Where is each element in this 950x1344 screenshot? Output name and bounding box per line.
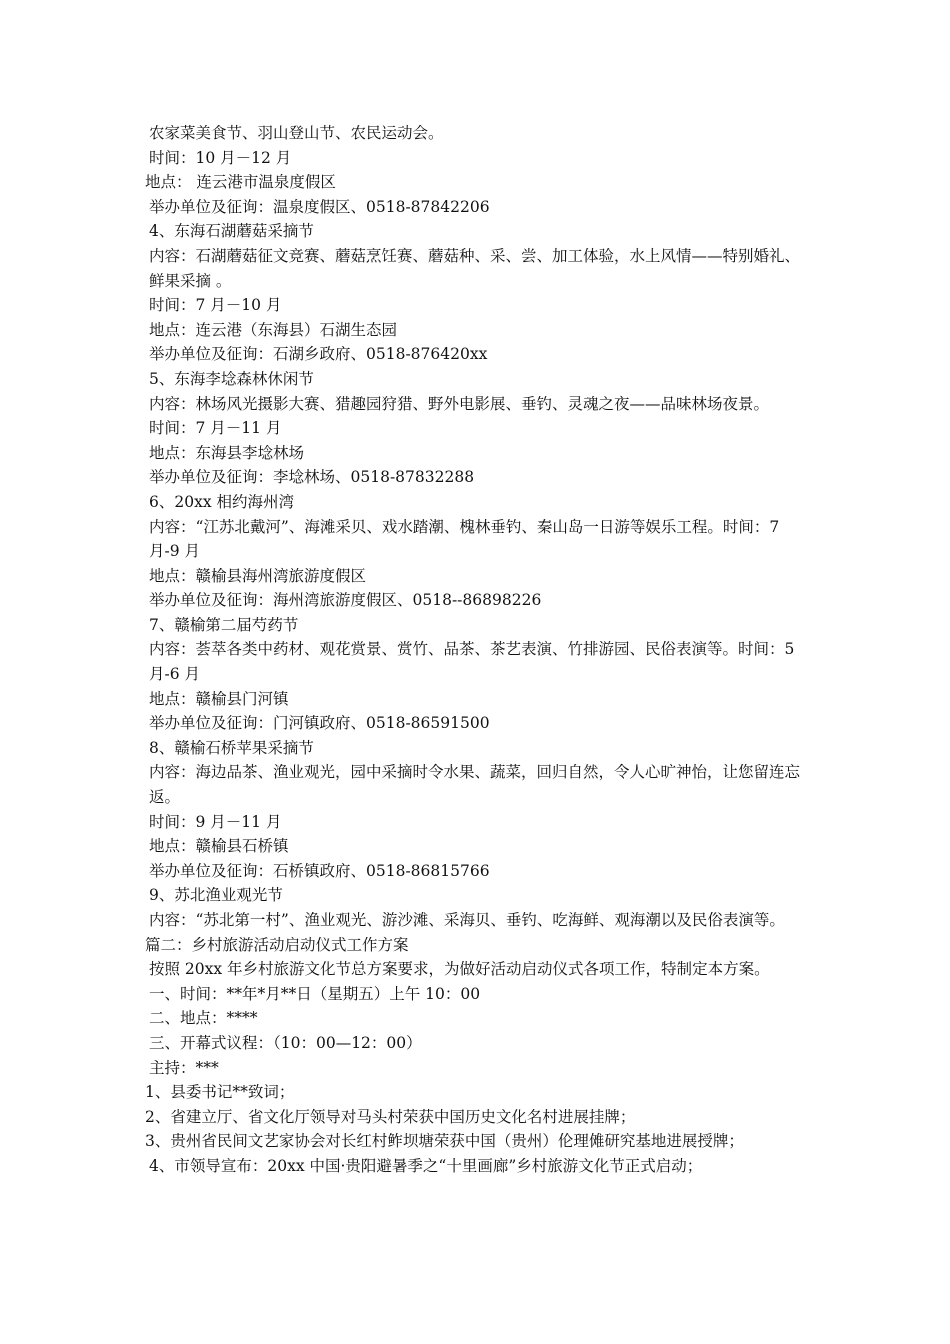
document-body: [145, 121, 810, 1179]
text-line: 内容：“江苏北戴河”、海滩采贝、戏水踏潮、槐林垂钓、秦山岛一日游等娱乐工程。时间：7 月-9 月: [149, 517, 780, 561]
text-line: 内容：荟萃各类中药材、观花赏景、赏竹、品茶、茶艺表演、竹排游园、民俗表演等。时间：5 月-6 月: [149, 640, 795, 684]
text-line: 主持：***: [149, 1058, 219, 1077]
text-line: 4、东海石湖蘑菇采摘节: [149, 222, 314, 241]
text-line: 时间：7 月－10 月: [149, 296, 282, 315]
text-line: 2、省建立厅、省文化厅领导对马头村荣获中国历史文化名村进展挂牌；: [145, 1107, 636, 1126]
text-line: 举办单位及征询：门河镇政府、0518-86591500: [149, 714, 490, 733]
text-line: 时间：9 月－11 月: [149, 812, 282, 831]
text-line: 5、东海李埝森林休闲节: [149, 369, 314, 388]
text-line: 举办单位及征询：海州湾旅游度假区、0518--86898226: [149, 591, 542, 610]
text-line: 按照 20xx 年乡村旅游文化节总方案要求，为做好活动启动仪式各项工作，特制定本方案。: [149, 960, 770, 979]
text-line: 7、赣榆第二届芍药节: [149, 615, 299, 634]
text-line: 9、苏北渔业观光节: [149, 886, 283, 905]
text-line: 三、开幕式议程：（10：00—12：00）: [149, 1033, 422, 1052]
text-line: 地点： 连云港市温泉度假区: [145, 173, 336, 192]
text-line: 1、县委书记**致词；: [145, 1083, 295, 1102]
text-line: 8、赣榆石桥苹果采摘节: [149, 738, 314, 757]
text-line: 4、市领导宣布：20xx 中国·贵阳避暑季之“十里画廊”乡村旅游文化节正式启动；: [149, 1156, 703, 1175]
text-line: 6、20xx 相约海州湾: [149, 492, 294, 511]
text-line: 举办单位及征询：石桥镇政府、0518-86815766: [149, 861, 490, 880]
text-line: 二、地点：****: [149, 1009, 258, 1028]
text-line: 篇二：乡村旅游活动启动仪式工作方案: [145, 935, 409, 954]
text-line: 举办单位及征询：温泉度假区、0518-87842206: [149, 197, 490, 216]
text-line: 举办单位及征询：李埝林场、0518-87832288: [149, 468, 475, 487]
text-line: 内容：林场风光摄影大赛、猎趣园狩猎、野外电影展、垂钓、灵魂之夜——品味林场夜景。: [149, 394, 770, 413]
text-line: 时间：10 月－12 月: [149, 148, 292, 167]
text-line: 地点：东海县李埝林场: [149, 443, 305, 462]
text-line: 地点：连云港（东海县）石湖生态园: [149, 320, 398, 339]
text-line: 3、贵州省民间文艺家协会对长红村鲊坝塘荣获中国（贵州）伦理傩研究基地进展授牌；: [145, 1132, 744, 1151]
text-line: 内容：“苏北第一村”、渔业观光、游沙滩、采海贝、垂钓、吃海鲜、观海潮以及民俗表演等。: [149, 911, 785, 929]
text-line: 时间：7 月－11 月: [149, 419, 282, 438]
text-line: 内容：石湖蘑菇征文竞赛、蘑菇烹饪赛、蘑菇种、采、尝、加工体验，水上风情——特别婚礼、鲜果采摘 。: [149, 246, 801, 290]
text-line: 内容：海边品茶、渔业观光，园中采摘时令水果、蔬菜，回归自然，令人心旷神怡，让您留连忘返。: [149, 763, 801, 807]
text-line: 地点：赣榆县海州湾旅游度假区: [149, 566, 367, 585]
text-line: 一、时间：**年*月**日（星期五）上午 10：00: [149, 984, 481, 1003]
text-line: 地点：赣榆县石桥镇: [149, 837, 289, 856]
text-line: 农家菜美食节、羽山登山节、农民运动会。: [149, 124, 444, 142]
text-line: 举办单位及征询：石湖乡政府、0518-876420xx: [149, 345, 488, 364]
text-line: 地点：赣榆县门河镇: [149, 689, 289, 708]
